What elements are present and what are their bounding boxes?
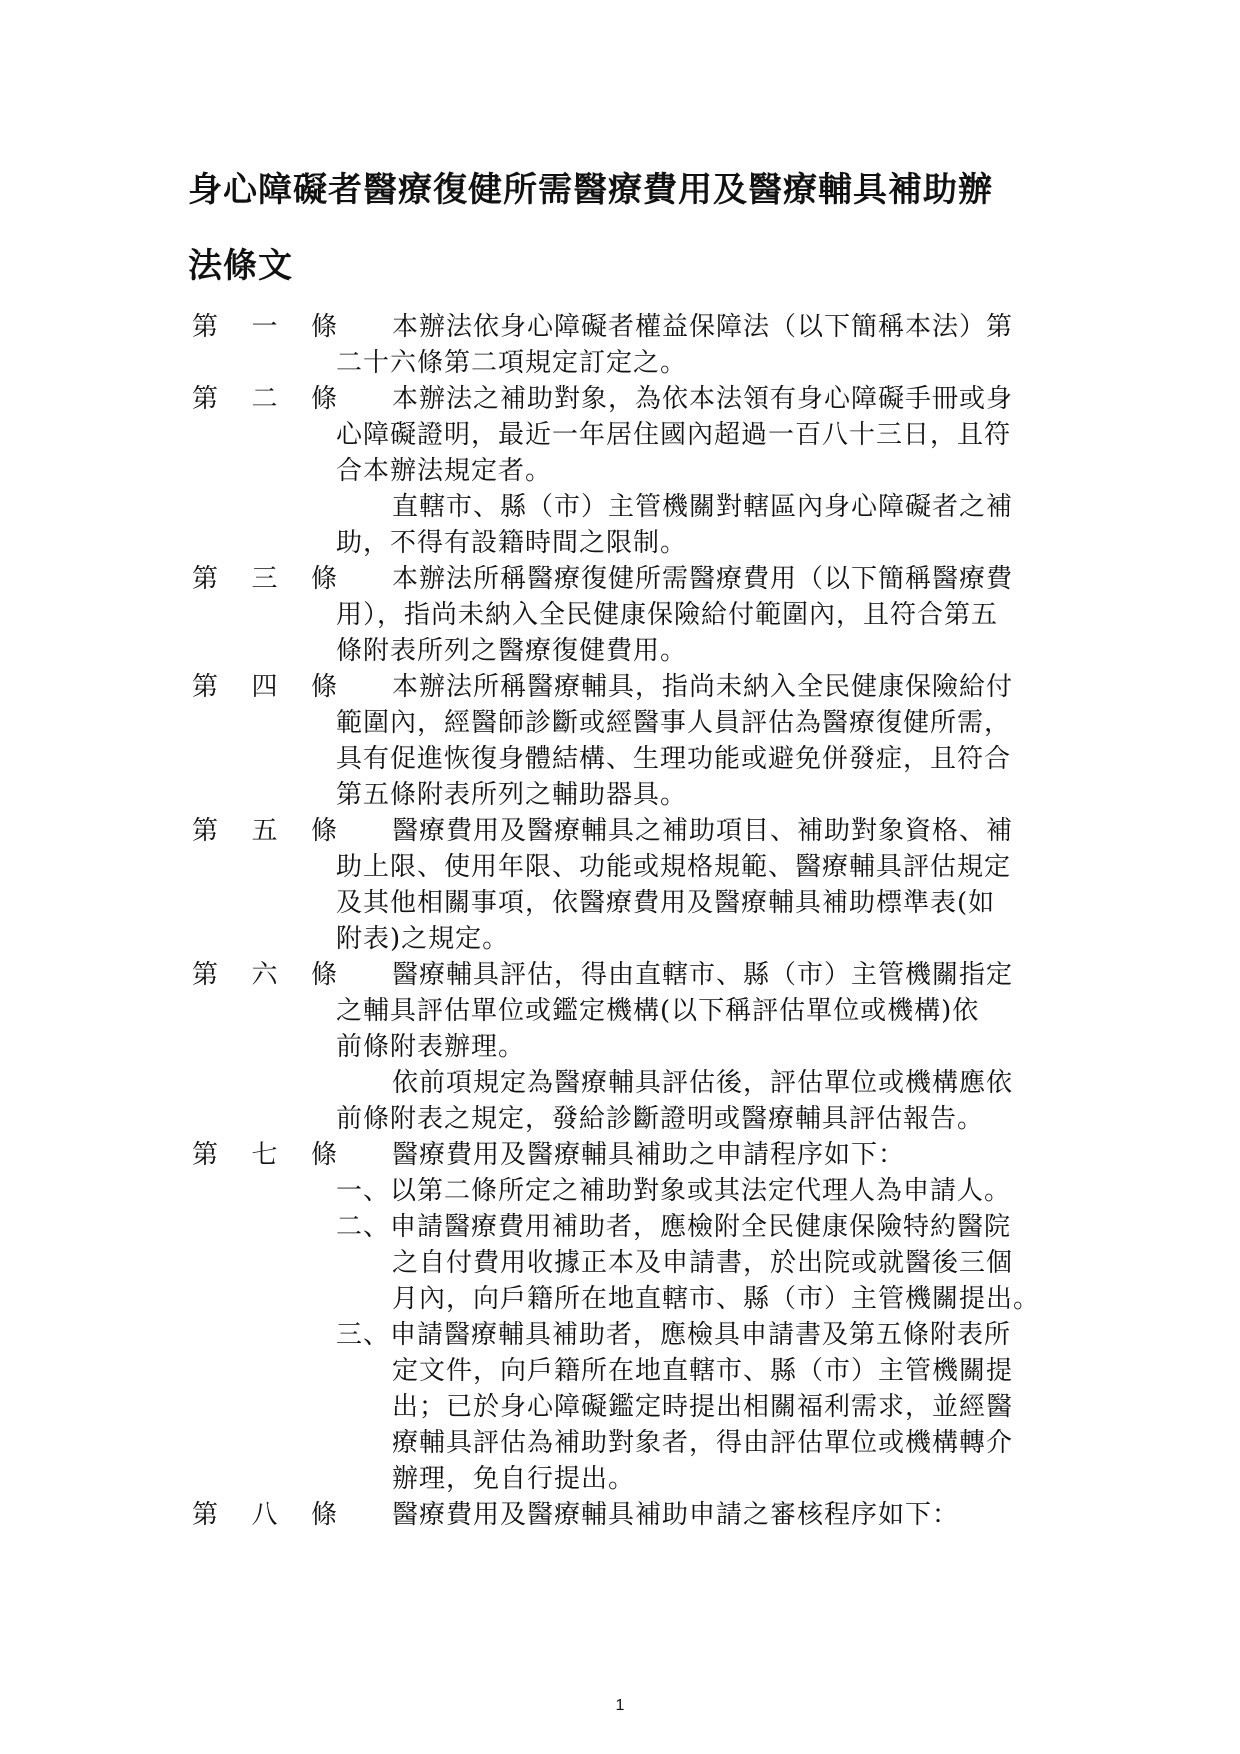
article-text-line: 條附表所列之醫療復健費用。 [336, 636, 688, 666]
article-number-char: 五 [251, 816, 278, 846]
article-text-line: 具有促進恢復身體結構、生理功能或避免併發症，且符合 [336, 744, 1012, 774]
article-text-line: 出；已於身心障礙鑑定時提出相關福利需求，並經醫 [392, 1392, 1014, 1422]
document-title-line-2: 法條文 [188, 246, 293, 286]
article-number-char: 條 [310, 1140, 337, 1170]
article-text-line: 醫療費用及醫療輔具補助申請之審核程序如下： [392, 1500, 960, 1530]
article-number-char: 八 [251, 1500, 278, 1530]
article-number-char: 條 [310, 672, 337, 702]
article-number-char: 條 [310, 564, 337, 594]
article-number-char: 第 [192, 312, 219, 342]
article-text-line: 直轄市、縣（市）主管機關對轄區內身心障礙者之補 [392, 492, 1014, 522]
article-number-char: 第 [192, 672, 219, 702]
article-text-line: 第五條附表所列之輔助器具。 [336, 780, 688, 810]
article-number-char: 四 [251, 672, 278, 702]
article-number [192, 1138, 337, 1172]
article-text-line: 二十六條第二項規定訂定之。 [336, 348, 688, 378]
article-text-line: 用），指尚未納入全民健康保險給付範圍內，且符合第五 [336, 600, 999, 630]
article-number-char: 條 [310, 816, 337, 846]
article-text-line: 心障礙證明，最近一年居住國內超過一百八十三日，且符 [336, 420, 1012, 450]
article-text-line: 本辦法所稱醫療輔具，指尚未納入全民健康保險給付 [392, 672, 1014, 702]
article-text-line: 一、以第二條所定之補助對象或其法定代理人為申請人。 [336, 1176, 1012, 1206]
article-number [192, 382, 337, 416]
article-text-line: 助，不得有設籍時間之限制。 [336, 528, 688, 558]
document-title-line-1: 身心障礙者醫療復健所需醫療費用及醫療輔具補助辦 [188, 170, 993, 210]
article-number-char: 第 [192, 384, 219, 414]
article-text-line: 本辦法之補助對象，為依本法領有身心障礙手冊或身 [392, 384, 1014, 414]
article-number-char: 七 [251, 1140, 278, 1170]
article-number-char: 第 [192, 816, 219, 846]
article-number [192, 958, 337, 992]
article-text-line: 本辦法所稱醫療復健所需醫療費用（以下簡稱醫療費 [392, 564, 1014, 594]
article-number-char: 六 [251, 960, 278, 990]
article-text-line: 療輔具評估為補助對象者，得由評估單位或機構轉介 [392, 1428, 1014, 1458]
article-text-line: 醫療輔具評估，得由直轄市、縣（市）主管機關指定 [392, 960, 1014, 990]
article-number-char: 條 [310, 960, 337, 990]
article-text-line: 三、申請醫療輔具補助者，應檢具申請書及第五條附表所 [336, 1320, 1012, 1350]
article-number-char: 條 [310, 312, 337, 342]
article-text-line: 助上限、使用年限、功能或規格規範、醫療輔具評估規定 [336, 852, 1012, 882]
article-text-line: 及其他相關事項，依醫療費用及醫療輔具補助標準表(如 [336, 888, 996, 918]
article-number [192, 310, 337, 344]
article-text-line: 本辦法依身心障礙者權益保障法（以下簡稱本法）第 [392, 312, 1014, 342]
article-text-line: 醫療費用及醫療輔具之補助項目、補助對象資格、補 [392, 816, 1014, 846]
article-text-line: 定文件，向戶籍所在地直轄市、縣（市）主管機關提 [392, 1356, 1014, 1386]
article-number [192, 670, 337, 704]
article-number-char: 第 [192, 564, 219, 594]
article-number-char: 一 [251, 312, 278, 342]
article-text-line: 前條附表之規定，發給診斷證明或醫療輔具評估報告。 [336, 1104, 985, 1134]
article-number-char: 二 [251, 384, 278, 414]
article-number [192, 562, 337, 596]
article-text-line: 二、申請醫療費用補助者，應檢附全民健康保險特約醫院 [336, 1212, 1012, 1242]
article-number [192, 1498, 337, 1532]
article-text-line: 辦理，免自行提出。 [392, 1464, 636, 1494]
article-text-line: 醫療費用及醫療輔具補助之申請程序如下： [392, 1140, 906, 1170]
article-number [192, 814, 337, 848]
article-text-line: 月內，向戶籍所在地直轄市、縣（市）主管機關提出。 [392, 1284, 1041, 1314]
page-number: 1 [615, 1697, 625, 1714]
article-text-line: 之輔具評估單位或鑑定機構(以下稱評估單位或機構)依 [336, 996, 980, 1026]
article-text-line: 合本辦法規定者。 [336, 456, 553, 486]
article-text-line: 附表)之規定。 [336, 924, 510, 954]
article-text-line: 之自付費用收據正本及申請書，於出院或就醫後三個 [392, 1248, 1014, 1278]
article-text-line: 範圍內，經醫師診斷或經醫事人員評估為醫療復健所需， [336, 708, 1012, 738]
article-text-line: 前條附表辦理。 [336, 1032, 526, 1062]
article-number-char: 條 [310, 1500, 337, 1530]
article-number-char: 第 [192, 1140, 219, 1170]
article-number-char: 第 [192, 960, 219, 990]
article-number-char: 三 [251, 564, 278, 594]
article-text-line: 依前項規定為醫療輔具評估後，評估單位或機構應依 [392, 1068, 1014, 1098]
article-number-char: 第 [192, 1500, 219, 1530]
article-number-char: 條 [310, 384, 337, 414]
